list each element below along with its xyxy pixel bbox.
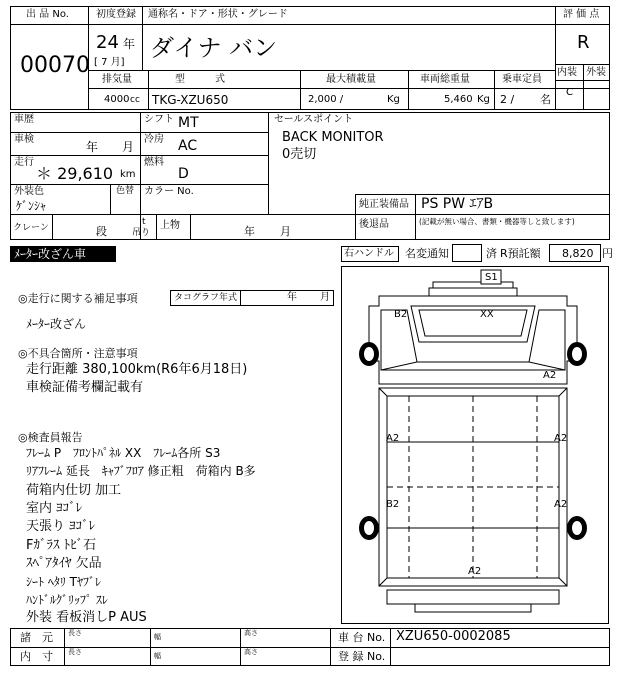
right-handle-text: 右ハンドル [344, 248, 394, 259]
exterior-label: 外装 [586, 67, 606, 78]
sales-point-1: BACK MONITOR [282, 130, 384, 145]
height-label: 高さ [244, 629, 258, 637]
ext-color-label: 外装色 [14, 186, 44, 197]
year-unit: 年 [123, 37, 136, 51]
reg-label: 登 録 No. [338, 650, 386, 663]
fuel-value: D [178, 166, 189, 182]
upper-month-unit: 月 [280, 225, 291, 238]
tachograph-year-unit: 年 [287, 292, 297, 303]
chassis-no: XZU650-0002085 [396, 629, 511, 644]
inspector-line: 室内 ﾖｺﾞﾚ [26, 501, 83, 516]
tachograph-month-unit: 月 [320, 292, 330, 303]
upper-year-unit: 年 [244, 225, 255, 238]
model-code: TKG-XZU650 [152, 93, 229, 107]
inspector-line: Fｶﾞﾗｽ ﾄﾋﾞ石 [26, 538, 97, 553]
length-label: 長さ [68, 629, 82, 637]
inspector-line: 外装 看板消しP AUS [26, 610, 147, 625]
displacement-label: 排気量 [102, 74, 132, 85]
name-change-label: 名変通知 [405, 247, 449, 260]
damage-mark-b2-rear: B2 [386, 499, 400, 510]
tachograph-label: タコグラフ年式 [174, 293, 238, 303]
certificate-pre: 済 [486, 247, 497, 260]
interior-label: 内装 [557, 67, 577, 78]
first-reg-month: [ 7 月] [94, 57, 125, 68]
name-change-box [452, 244, 482, 262]
inspector-label: ◎検査員報告 [18, 431, 83, 444]
inspector-line: ｼｰﾄ ﾍﾀﾘ Tﾔﾌﾞﾚ [26, 575, 101, 589]
defect-line: 車検証備考欄記載有 [26, 380, 144, 395]
capacity-label: 乗車定員 [502, 74, 542, 85]
mileage-value: ＊ 29,610 [36, 164, 114, 183]
damage-mark-a2-left: A2 [386, 433, 400, 444]
sales-point-2: 0売切 [282, 147, 317, 162]
capacity-unit: 名 [540, 93, 551, 106]
damage-mark-s1: S1 [485, 272, 498, 283]
damage-mark-b2-front: B2 [394, 309, 408, 320]
certificate-unit: 円 [602, 247, 613, 260]
gross-weight-unit: Kg [477, 94, 490, 105]
running-notes-label: ◎走行に関する補足事項 [18, 292, 138, 305]
ext-color-value: ｹﾞﾝｼｬ [16, 199, 47, 213]
inspection-label: 車検 [14, 134, 34, 145]
aftermarket-label: 後退品 [359, 219, 389, 230]
cab-top [429, 288, 517, 296]
model-name-label: 通称名・ドア・形状・グレード [148, 9, 288, 20]
color-no-label: カラー No. [144, 186, 194, 197]
color-change-label: 色替 [116, 186, 135, 196]
shift-value: MT [178, 115, 199, 131]
lot-no-label: 出 品 No. [26, 9, 69, 20]
displacement-value: 4000 [104, 94, 130, 105]
ac-value: AC [178, 138, 198, 154]
width-label-2: 幅 [154, 652, 161, 660]
inspector-line: ﾌﾚｰﾑ P ﾌﾛﾝﾄﾊﾟﾈﾙ XX ﾌﾚｰﾑ各所 S3 [26, 446, 221, 460]
crane-stage-unit: 段 [96, 225, 107, 238]
max-load-unit: Kg [387, 94, 400, 105]
certificate-label: R預託額 [500, 247, 541, 260]
defects-label: ◎不具合箇所・注意事項 [18, 347, 138, 360]
genuine-equip-label: 純正装備品 [359, 199, 409, 210]
interior-grade: C [566, 87, 573, 98]
inspector-line: ﾘｱﾌﾚｰﾑ 延長 ｷｬﾌﾞﾌﾛｱ 修正粗 荷箱内 B多 [26, 464, 256, 478]
inspection-month-unit: 月 [122, 140, 135, 154]
length-label-2: 長さ [68, 648, 82, 656]
defect-line: 走行距離 380,100km(R6年6月18日) [26, 362, 248, 377]
max-load-label: 最大積載量 [326, 74, 376, 85]
rating-value: R [577, 32, 590, 53]
damage-mark-a2-right: A2 [554, 433, 568, 444]
mileage-label: 走行 [14, 157, 34, 168]
certificate-amount: 8,820 [562, 247, 594, 260]
damage-mark-a2-right-rear: A2 [554, 499, 568, 510]
capacity-value: 2 / [500, 93, 515, 106]
crane-hang-unit: 吊り [132, 228, 151, 238]
fuel-label: 燃料 [144, 157, 164, 168]
first-reg-label: 初度登録 [96, 9, 136, 20]
chassis-label: 車 台 No. [338, 631, 386, 644]
inspection-year-unit: 年 [86, 140, 99, 154]
aftermarket-note: (記載が無い場合、書類・機器等しと致します) [419, 217, 575, 226]
gross-weight-value: 5,460 [444, 94, 473, 105]
inspector-line: 荷箱内仕切 加工 [26, 483, 122, 498]
history-label: 車歴 [14, 114, 34, 125]
lot-no: 00070 [20, 53, 90, 78]
gross-weight-label: 車両総重量 [420, 74, 470, 85]
first-reg-year: 24 [96, 32, 119, 53]
sales-point-label: セールスポイント [274, 114, 354, 125]
windshield-outline [411, 306, 535, 342]
max-load-value: 2,000 / [308, 94, 344, 105]
shift-label: シフト [144, 114, 174, 125]
displacement-unit: cc [130, 95, 140, 105]
damage-mark-xx: XX [480, 309, 494, 320]
model-name: ダイナ バン [150, 34, 278, 62]
width-label: 幅 [154, 633, 161, 641]
genuine-equip-value: PS PW ｴｱB [421, 196, 494, 212]
crane-ton-unit: t [142, 217, 146, 227]
inspector-line: 天張り ﾖｺﾞﾚ [26, 519, 96, 534]
upper-label: 上物 [160, 220, 180, 231]
height-label-2: 高さ [244, 648, 258, 656]
crane-label: クレーン [13, 223, 49, 233]
dim-label: 諸 元 [20, 631, 53, 644]
type-label: 型 式 [175, 74, 225, 85]
damage-mark-a2-right-front: A2 [543, 370, 557, 381]
inner-label: 内 寸 [20, 650, 53, 663]
rating-label: 評 価 点 [563, 9, 600, 20]
inspector-line: ﾊﾝﾄﾞﾙｸﾞﾘｯﾌﾟ ｽﾚ [26, 593, 108, 607]
meter-tampered-text: ﾒｰﾀｰ改ざん車 [14, 247, 87, 261]
damage-mark-a2-rear: A2 [468, 566, 482, 577]
running-notes-text: ﾒｰﾀｰ改ざん [26, 317, 87, 331]
ac-label: 冷房 [144, 134, 164, 145]
mileage-unit: km [120, 169, 136, 180]
inspector-line: ｽﾍﾟｱﾀｲﾔ 欠品 [26, 556, 102, 571]
rear-bumper [387, 590, 559, 604]
